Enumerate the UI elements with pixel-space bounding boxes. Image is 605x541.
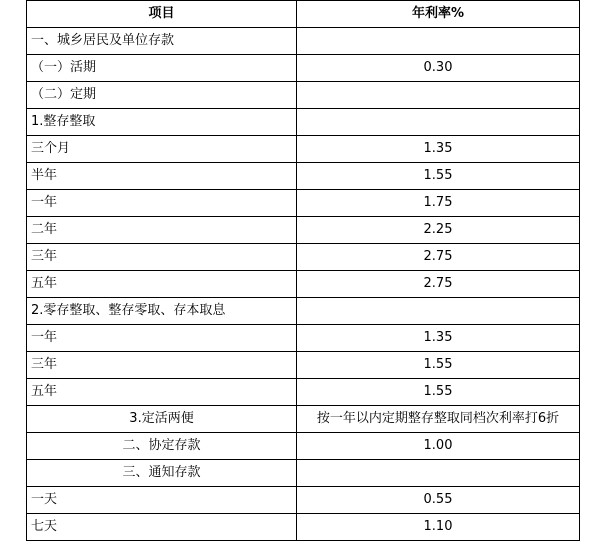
cell-rate: 1.10 bbox=[297, 514, 580, 541]
cell-rate: 1.55 bbox=[297, 379, 580, 406]
cell-item: 七天 bbox=[27, 514, 297, 541]
cell-item: 一年 bbox=[27, 190, 297, 217]
table-row bbox=[27, 109, 580, 136]
cell-rate: 0.55 bbox=[297, 487, 580, 514]
cell-rate: 1.00 bbox=[297, 433, 580, 460]
table-row bbox=[27, 487, 580, 514]
cell-item: 1.整存整取 bbox=[27, 109, 297, 136]
cell-rate: 1.55 bbox=[297, 163, 580, 190]
cell-item: 半年 bbox=[27, 163, 297, 190]
cell-rate: 1.75 bbox=[297, 190, 580, 217]
cell-rate: 1.35 bbox=[297, 325, 580, 352]
table-row bbox=[27, 55, 580, 82]
cell-item: 三年 bbox=[27, 244, 297, 271]
cell-rate bbox=[297, 28, 580, 55]
cell-rate: 1.35 bbox=[297, 136, 580, 163]
cell-rate: 按一年以内定期整存整取同档次利率打6折 bbox=[297, 406, 580, 433]
cell-item: 一年 bbox=[27, 325, 297, 352]
table-row bbox=[27, 28, 580, 55]
table-row bbox=[27, 352, 580, 379]
cell-rate bbox=[297, 298, 580, 325]
cell-item: 五年 bbox=[27, 379, 297, 406]
cell-item: （一）活期 bbox=[27, 55, 297, 82]
cell-item: 三个月 bbox=[27, 136, 297, 163]
deposit-rate-table bbox=[26, 0, 580, 541]
cell-rate bbox=[297, 82, 580, 109]
cell-item: （二）定期 bbox=[27, 82, 297, 109]
table-row bbox=[27, 325, 580, 352]
table-row bbox=[27, 460, 580, 487]
cell-item: 二年 bbox=[27, 217, 297, 244]
table-row bbox=[27, 298, 580, 325]
cell-rate bbox=[297, 460, 580, 487]
table-row bbox=[27, 406, 580, 433]
cell-rate: 2.75 bbox=[297, 271, 580, 298]
cell-item: 3.定活两便 bbox=[27, 406, 297, 433]
column-header-rate: 年利率% bbox=[297, 1, 580, 28]
cell-rate: 1.55 bbox=[297, 352, 580, 379]
cell-rate bbox=[297, 109, 580, 136]
cell-rate: 0.30 bbox=[297, 55, 580, 82]
table-row bbox=[27, 379, 580, 406]
table-row bbox=[27, 163, 580, 190]
table-row bbox=[27, 217, 580, 244]
cell-item: 一、城乡居民及单位存款 bbox=[27, 28, 297, 55]
table-row bbox=[27, 82, 580, 109]
table-row bbox=[27, 433, 580, 460]
table-row bbox=[27, 244, 580, 271]
cell-rate: 2.75 bbox=[297, 244, 580, 271]
cell-rate: 2.25 bbox=[297, 217, 580, 244]
table-row bbox=[27, 136, 580, 163]
table-row bbox=[27, 190, 580, 217]
cell-item: 三年 bbox=[27, 352, 297, 379]
cell-item: 2.零存整取、整存零取、存本取息 bbox=[27, 298, 297, 325]
cell-item: 二、协定存款 bbox=[27, 433, 297, 460]
table-row bbox=[27, 514, 580, 541]
cell-item: 三、通知存款 bbox=[27, 460, 297, 487]
column-header-item: 项目 bbox=[27, 1, 297, 28]
cell-item: 五年 bbox=[27, 271, 297, 298]
table-body bbox=[27, 1, 580, 541]
table-header-row bbox=[27, 1, 580, 28]
cell-item: 一天 bbox=[27, 487, 297, 514]
table-row bbox=[27, 271, 580, 298]
